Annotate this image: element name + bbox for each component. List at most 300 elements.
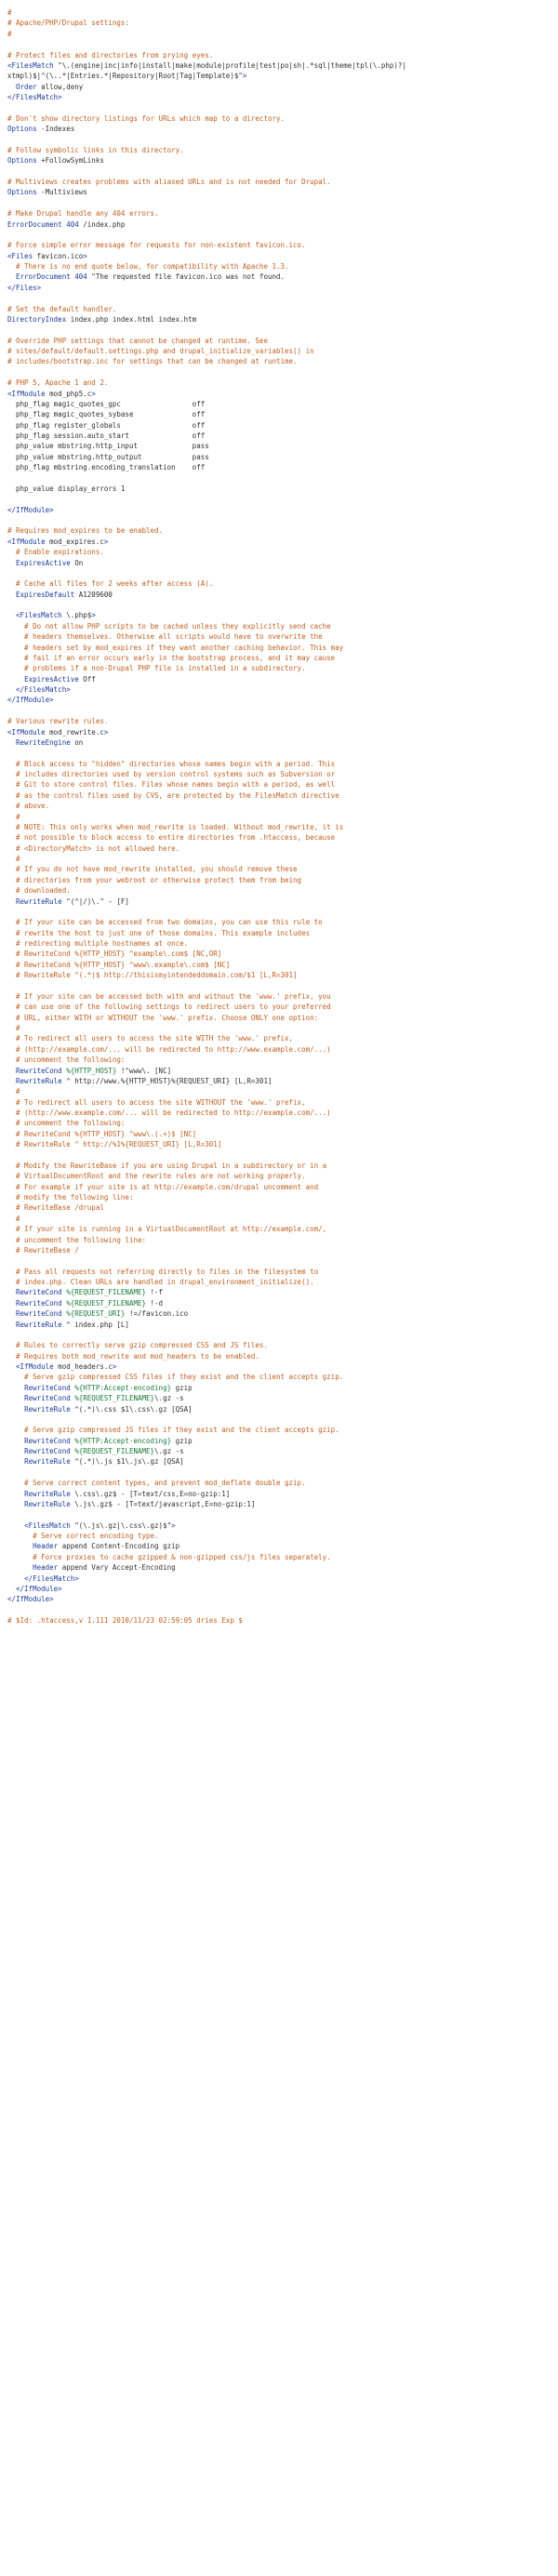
code-token: RewriteRule xyxy=(24,1404,71,1414)
code-token xyxy=(7,1585,16,1593)
code-line xyxy=(7,71,554,81)
code-token: RewriteCond xyxy=(24,1447,71,1455)
code-line xyxy=(7,1097,554,1108)
code-token: > xyxy=(91,611,96,620)
code-token: Off xyxy=(78,674,96,684)
code-token: # (http://www.example.com/... will be redirected to http://example.com/...) xyxy=(7,1109,331,1117)
code-token: # Set the default handler. xyxy=(7,304,117,313)
code-token: # $Id: .htaccess,v 1.111 2010/11/23 02:59:05 dries Exp $ xyxy=(7,1616,243,1625)
code-line xyxy=(7,1425,554,1435)
code-token: Options xyxy=(7,125,37,134)
code-token: # RewriteBase /drupal xyxy=(7,1203,104,1213)
code-line xyxy=(7,473,554,484)
code-token xyxy=(7,1362,16,1371)
code-token: # uncomment the following line: xyxy=(7,1235,147,1244)
code-token: # Serve gzip compressed JS files if they exist and the client accepts gzip. xyxy=(7,1426,339,1435)
code-token: # headers themselves. Otherwise all scripts would have to overwrite the xyxy=(7,632,323,642)
code-token: # Various rewrite rules. xyxy=(7,717,109,726)
code-token: RewriteEngine xyxy=(16,737,71,747)
code-line xyxy=(7,1520,554,1531)
code-token: ^ http://www.%{HTTP_HOST}%{REQUEST_URI} [L,R=301] xyxy=(61,1076,272,1085)
code-token: # Rules to correctly serve gzip compressed CSS and JS files. xyxy=(7,1341,268,1350)
code-token: # If your site can be accessed both with and without the 'www.' prefix, you xyxy=(7,991,331,1001)
code-token: \.php$ xyxy=(61,611,92,620)
code-token xyxy=(7,1500,24,1508)
code-line xyxy=(7,801,554,811)
code-token: # (http://example.com/... will be redirected to http://www.example.com/...) xyxy=(7,1044,331,1054)
code-token: !=/favicon.ico xyxy=(125,1309,189,1319)
code-token xyxy=(7,1077,16,1085)
code-token: </FilesMatch> xyxy=(24,1573,79,1583)
code-token: Options xyxy=(7,188,37,197)
code-token: # There is no end quote below, for compatibility with Apache 1.3. xyxy=(7,262,289,271)
code-line xyxy=(7,1531,554,1541)
code-line xyxy=(7,684,554,695)
code-token: # Block access to "hidden" directories whose names begin with a period. This xyxy=(7,759,336,768)
code-token: <FilesMatch xyxy=(16,611,62,620)
code-token: # Follow symbolic links in this directory. xyxy=(7,145,184,154)
code-token xyxy=(7,1542,33,1550)
code-line xyxy=(7,60,554,71)
code-line xyxy=(7,970,554,980)
code-token: # RewriteRule ^(.*)$ http://thisismyintendeddomain.com/$1 [L,R=301] xyxy=(7,971,298,980)
code-token: <IfModule xyxy=(7,389,46,398)
code-token: ^ index.php [L] xyxy=(61,1320,129,1329)
code-token: # fail if an error occurs early in the bootstrap process, and it may cause xyxy=(7,653,336,662)
code-token: # NOTE: This only works when mod_rewrite is loaded. Without mod_rewrite, it is xyxy=(7,822,344,831)
code-token: # xyxy=(7,812,20,821)
code-token: # <DirectoryMatch> is not allowed here. xyxy=(7,843,180,853)
code-token: mod_headers.c xyxy=(53,1362,113,1371)
code-token: php_value mbstring.http_input pass xyxy=(7,442,209,451)
code-token: RewriteCond xyxy=(16,1066,62,1075)
code-token: # Serve gzip compressed CSS files if they exist and the client accepts gzip. xyxy=(7,1373,344,1382)
code-token: # To redirect all users to access the site WITHOUT the 'www.' prefix, xyxy=(7,1097,306,1107)
code-token: ExpiresActive xyxy=(24,674,79,684)
code-token: Header xyxy=(33,1563,59,1573)
code-token xyxy=(7,1299,16,1308)
code-token: <IfModule xyxy=(7,537,46,546)
code-token: RewriteRule xyxy=(24,1499,71,1508)
code-line xyxy=(7,18,554,28)
code-token xyxy=(7,611,16,619)
code-token: # xyxy=(7,1024,20,1032)
code-token xyxy=(7,1457,24,1466)
code-token: %{REQUEST_FILENAME} xyxy=(74,1394,155,1403)
code-token: # Modify the RewriteBase if you are using Drupal in a subdirectory or in a xyxy=(7,1161,327,1170)
code-line xyxy=(7,208,554,219)
code-token: # Override PHP settings that cannot be changed at runtime. See xyxy=(7,336,268,345)
code-token: !^www\. [NC] xyxy=(116,1066,172,1075)
code-line xyxy=(7,145,554,155)
code-token: allow,deny xyxy=(36,82,84,91)
code-token: \.gz -s xyxy=(154,1394,184,1403)
code-line xyxy=(7,325,554,335)
code-token: ^(.*)\.css $1\.css\.gz [QSA] xyxy=(70,1404,193,1414)
code-line xyxy=(7,1002,554,1012)
code-token: ErrorDocument xyxy=(7,219,62,229)
code-token: # Make Drupal handle any 404 errors. xyxy=(7,209,159,219)
code-token: %{REQUEST_URI} xyxy=(66,1309,126,1319)
code-token: # index.php. Clean URLs are handled in drupal_environment_initialize(). xyxy=(7,1278,314,1286)
code-token xyxy=(7,685,16,694)
code-token: <FilesMatch xyxy=(7,60,59,70)
code-line xyxy=(7,600,554,610)
code-token: Order xyxy=(16,82,37,91)
code-token xyxy=(7,591,16,599)
code-token: RewriteRule xyxy=(16,896,62,906)
code-line xyxy=(7,1129,554,1139)
code-token xyxy=(7,1563,33,1572)
code-line xyxy=(7,568,554,578)
code-token: ErrorDocument xyxy=(16,272,71,282)
code-token: # xyxy=(7,29,12,38)
code-token: # uncomment the following: xyxy=(7,1056,126,1065)
code-line xyxy=(7,293,554,303)
code-line xyxy=(7,1467,554,1478)
code-line xyxy=(7,917,554,927)
code-line xyxy=(7,219,554,230)
code-token: php_value display_errors 1 xyxy=(7,484,126,493)
code-token: # includes directories used by version control systems such as Subversion or xyxy=(7,770,336,778)
code-line xyxy=(7,198,554,208)
code-token: php_flag magic_quotes_sybase off xyxy=(7,410,206,419)
code-line xyxy=(7,1446,554,1456)
code-token: mod_php5.c xyxy=(45,389,92,398)
code-line xyxy=(7,50,554,60)
code-token: mod_expires.c xyxy=(45,537,104,546)
code-line xyxy=(7,1298,554,1308)
code-line xyxy=(7,1245,554,1255)
code-token: # Multiviews creates problems with aliased URLs and is not needed for Drupal. xyxy=(7,178,331,186)
code-line xyxy=(7,1584,554,1594)
code-line xyxy=(7,960,554,970)
code-token: RewriteCond xyxy=(16,1298,62,1308)
code-token: \.gz -s xyxy=(154,1447,184,1455)
code-token: # above. xyxy=(7,802,50,811)
code-token: # Force simple error message for requests for non-existent favicon.ico. xyxy=(7,241,306,250)
code-token: > xyxy=(103,537,109,546)
code-token xyxy=(7,1405,24,1414)
code-token: php_flag session.auto_start off xyxy=(7,432,206,440)
code-token: \.js\.gz$ - [T=text/javascript,E=no-gzip:1] xyxy=(70,1499,256,1508)
code-line xyxy=(7,1023,554,1033)
code-line xyxy=(7,812,554,822)
code-line xyxy=(7,1287,554,1297)
code-line xyxy=(7,7,554,18)
code-token xyxy=(7,559,16,567)
code-line xyxy=(7,737,554,748)
code-line xyxy=(7,981,554,991)
code-token: -Indexes xyxy=(36,125,75,134)
code-line xyxy=(7,1202,554,1213)
code-line xyxy=(7,727,554,737)
code-token: # If your site is running in a VirtualDocumentRoot at http://example.com/, xyxy=(7,1225,327,1234)
code-token: # headers set by mod_expires if they want another caching behavior. This may xyxy=(7,643,344,652)
code-token: </IfModule> xyxy=(7,1595,54,1604)
code-token: # If you do not have mod_rewrite installed, you should remove these xyxy=(7,865,298,874)
code-line xyxy=(7,251,554,261)
code-token: "(^|/)\." - [F] xyxy=(61,896,129,906)
code-token: ExpiresDefault xyxy=(16,590,75,599)
code-line xyxy=(7,187,554,197)
code-token: # For example if your site is at http://example.com/drupal uncomment and xyxy=(7,1182,319,1191)
code-line xyxy=(7,1055,554,1065)
code-line xyxy=(7,706,554,716)
code-line xyxy=(7,124,554,134)
code-token: # redirecting multiple hostnames at once. xyxy=(7,939,189,948)
code-token: # Git to store control files. Files whose names begin with a period, as well xyxy=(7,780,336,790)
code-line xyxy=(7,695,554,705)
code-token: xtmpl)$|^(\..*|Entries.*|Repository|Root|Tag|Template)$" xyxy=(7,72,243,81)
code-token: append Content-Encoding gzip xyxy=(58,1542,180,1551)
code-token: # Apache/PHP/Drupal settings: xyxy=(7,19,129,28)
code-token: php_value mbstring.http_output pass xyxy=(7,452,209,461)
code-line xyxy=(7,1076,554,1086)
code-token: mod_rewrite.c xyxy=(45,727,104,737)
code-token: DirectoryIndex xyxy=(7,314,67,324)
code-line xyxy=(7,389,554,399)
code-line xyxy=(7,547,554,557)
code-token: # Don't show directory listings for URLs which map to a directory. xyxy=(7,113,286,123)
code-token xyxy=(7,897,16,906)
code-token: -Multiviews xyxy=(36,188,87,197)
code-token: %{HTTP:Accept-encoding} xyxy=(74,1383,172,1392)
code-line xyxy=(7,716,554,726)
code-line xyxy=(7,1605,554,1615)
code-token: ^(.*)\.js $1\.js\.gz [QSA] xyxy=(70,1457,184,1467)
code-line xyxy=(7,1086,554,1096)
code-line xyxy=(7,1436,554,1446)
code-token: > xyxy=(103,727,109,737)
code-line xyxy=(7,304,554,314)
code-token: RewriteRule xyxy=(24,1489,71,1498)
code-token: # PHP 5, Apache 1 and 2. xyxy=(7,378,109,388)
code-line xyxy=(7,896,554,907)
code-token: # directories from your webroot or otherwise protect them from being xyxy=(7,875,302,884)
code-token: # downloaded. xyxy=(7,886,71,896)
code-token: RewriteRule xyxy=(24,1457,71,1467)
code-line xyxy=(7,1235,554,1245)
code-token: # If your site can be accessed from two domains, you can use this rule to xyxy=(7,918,323,927)
code-token: <Files xyxy=(7,251,33,260)
code-token: favicon.ico xyxy=(33,251,84,260)
code-token: # xyxy=(7,8,12,17)
code-token: # Enable expirations. xyxy=(7,548,104,557)
code-line xyxy=(7,462,554,472)
code-line xyxy=(7,452,554,462)
code-token: RewriteCond xyxy=(16,1288,62,1297)
code-line xyxy=(7,1351,554,1361)
code-token: > xyxy=(91,389,96,398)
code-line xyxy=(7,378,554,388)
code-token: # VirtualDocumentRoot and the rewrite rules are not working properly. xyxy=(7,1172,306,1181)
code-line xyxy=(7,1308,554,1319)
code-line xyxy=(7,843,554,854)
code-line xyxy=(7,102,554,113)
code-line xyxy=(7,1182,554,1192)
code-line xyxy=(7,779,554,790)
code-line xyxy=(7,875,554,885)
code-line xyxy=(7,1108,554,1118)
code-line xyxy=(7,663,554,673)
code-line xyxy=(7,1171,554,1181)
code-line xyxy=(7,1340,554,1350)
code-token: Options xyxy=(7,156,37,166)
code-line xyxy=(7,240,554,250)
code-line xyxy=(7,1404,554,1414)
code-token: # RewriteRule ^ http://%1%{REQUEST_URI} [L,R=301] xyxy=(7,1140,222,1149)
code-token: # RewriteBase / xyxy=(7,1245,79,1255)
code-line xyxy=(7,177,554,187)
code-token: # Pass all requests not referring directly to files in the filesystem to xyxy=(7,1267,319,1276)
code-token: \.css\.gz$ - [T=text/css,E=no-gzip:1] xyxy=(70,1489,231,1498)
code-token: > xyxy=(112,1362,117,1371)
code-line xyxy=(7,991,554,1002)
code-line xyxy=(7,1393,554,1403)
code-token: > xyxy=(83,251,87,260)
code-line xyxy=(7,1267,554,1277)
code-line xyxy=(7,1224,554,1234)
code-line xyxy=(7,441,554,451)
code-token: # Serve correct encoding type. xyxy=(7,1532,159,1540)
code-token: </FilesMatch> xyxy=(7,93,62,101)
code-token: # RewriteCond %{HTTP_HOST} ^www\.(.+)$ [NC] xyxy=(7,1129,197,1138)
code-line xyxy=(7,1214,554,1224)
code-line xyxy=(7,261,554,272)
code-line xyxy=(7,367,554,378)
code-token: # Force proxies to cache gzipped & non-gzipped css/js files separately. xyxy=(7,1552,331,1561)
code-line xyxy=(7,1033,554,1043)
code-token: # RewriteCond %{HTTP_HOST} ^example\.com$ [NC,OR] xyxy=(7,949,222,959)
code-token: # sites/default/default.settings.php and drupal_initialize_variables() in xyxy=(7,347,314,355)
code-line xyxy=(7,1383,554,1393)
code-token xyxy=(7,1384,24,1392)
code-line xyxy=(7,1150,554,1161)
code-line xyxy=(7,590,554,600)
code-token: # Do not allow PHP scripts to be cached unless they explicitly send cache xyxy=(7,621,331,631)
code-line xyxy=(7,885,554,896)
code-token xyxy=(7,1288,16,1296)
code-token xyxy=(7,1309,16,1318)
code-line xyxy=(7,1489,554,1499)
code-token: RewriteCond xyxy=(16,1309,62,1319)
code-line xyxy=(7,674,554,684)
code-line xyxy=(7,1594,554,1604)
code-token: <FilesMatch xyxy=(24,1520,71,1530)
code-line xyxy=(7,643,554,653)
code-line xyxy=(7,1456,554,1467)
code-line xyxy=(7,1478,554,1488)
code-token: /index.php xyxy=(78,219,126,229)
code-line xyxy=(7,653,554,663)
code-token: </IfModule> xyxy=(7,696,54,705)
code-line xyxy=(7,1372,554,1382)
code-token: # URL, either WITH or WITHOUT the 'www.' prefix. Choose ONLY one option: xyxy=(7,1013,319,1022)
code-token xyxy=(7,738,16,747)
code-line xyxy=(7,39,554,49)
code-token: A1209600 xyxy=(74,590,113,599)
code-token: RewriteRule xyxy=(16,1320,62,1329)
code-line xyxy=(7,769,554,779)
code-token: # not possible to block access to entire directories from .htaccess, because xyxy=(7,833,336,843)
code-token: Header xyxy=(33,1542,59,1551)
code-token xyxy=(7,1321,16,1329)
code-token xyxy=(7,1521,24,1530)
code-line xyxy=(7,29,554,39)
code-token: # xyxy=(7,1214,20,1223)
code-line xyxy=(7,1066,554,1076)
code-token: # includes/bootstrap.inc for settings that can be changed at runtime. xyxy=(7,357,298,366)
code-line xyxy=(7,1562,554,1573)
code-line xyxy=(7,759,554,769)
code-token xyxy=(7,1437,24,1445)
code-token: > xyxy=(242,72,247,81)
code-line xyxy=(7,1573,554,1584)
code-token: # xyxy=(7,855,20,863)
code-token: gzip xyxy=(171,1383,193,1392)
code-line xyxy=(7,1509,554,1520)
code-token: "The requested file favicon.ico was not found. xyxy=(86,272,286,282)
code-line xyxy=(7,420,554,431)
code-token: php_flag magic_quotes_gpc off xyxy=(7,399,206,408)
code-line xyxy=(7,537,554,547)
code-token: php_flag mbstring.encoding_translation off xyxy=(7,463,206,472)
code-token xyxy=(7,675,24,684)
code-line xyxy=(7,578,554,589)
code-line xyxy=(7,1615,554,1626)
code-token: # uncomment the following: xyxy=(7,1119,126,1128)
code-token: RewriteCond xyxy=(24,1383,71,1392)
code-line xyxy=(7,907,554,917)
code-token: </IfModule> xyxy=(7,505,54,514)
code-line xyxy=(7,409,554,419)
code-token: +FollowSymLinks xyxy=(36,156,104,166)
code-line xyxy=(7,1541,554,1551)
code-token: > xyxy=(171,1520,176,1530)
code-token: </Files> xyxy=(7,283,42,292)
code-line xyxy=(7,854,554,864)
code-line xyxy=(7,1118,554,1128)
code-token: RewriteCond xyxy=(24,1436,71,1445)
code-token: !-d xyxy=(146,1298,164,1308)
code-line xyxy=(7,1255,554,1266)
code-token: </FilesMatch> xyxy=(16,685,71,694)
code-token: # To redirect all users to access the site WITH the 'www.' prefix, xyxy=(7,1034,294,1043)
code-token: # problems if a non-Drupal PHP file is installed in a subdirectory. xyxy=(7,664,306,673)
code-line xyxy=(7,1277,554,1287)
code-line xyxy=(7,864,554,874)
code-line xyxy=(7,1330,554,1340)
code-line xyxy=(7,790,554,801)
code-line xyxy=(7,505,554,515)
code-line xyxy=(7,525,554,536)
code-line xyxy=(7,92,554,102)
code-line xyxy=(7,1361,554,1372)
code-token: # Protect files and directories from prying eyes. xyxy=(7,50,214,60)
code-line xyxy=(7,399,554,409)
code-line xyxy=(7,1044,554,1055)
code-token xyxy=(7,1394,24,1402)
code-line xyxy=(7,431,554,441)
code-line xyxy=(7,610,554,620)
code-line xyxy=(7,155,554,166)
code-line xyxy=(7,1320,554,1330)
code-token: # RewriteCond %{HTTP_HOST} ^www\.example\.com$ [NC] xyxy=(7,960,231,969)
code-token: %{REQUEST_FILENAME} xyxy=(66,1288,147,1297)
code-line xyxy=(7,822,554,832)
code-line xyxy=(7,1499,554,1509)
